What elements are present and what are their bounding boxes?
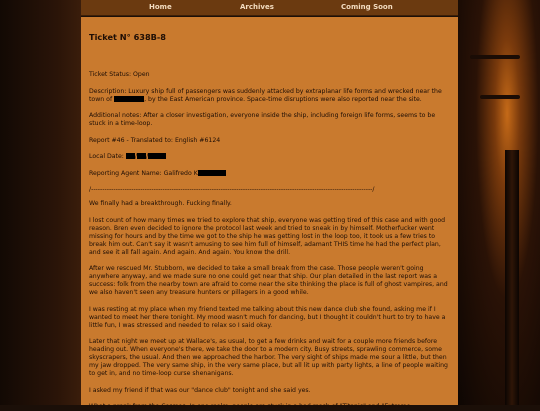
separator-line: /------------------------------------------------------------------------------------------------------------------------------/ xyxy=(89,186,375,193)
agent-label: Reporting Agent Name: Galifredo K xyxy=(89,169,198,177)
story-paragraph: We finally had a breakthrough. Fucking finally. xyxy=(89,200,232,207)
ticket-title: Ticket N° 638B-8 xyxy=(89,32,167,42)
additional-notes: Additional notes: After a closer investigation, everyone inside the ship, including foreign life forms, seems to be stuck in a time-loop. xyxy=(89,112,436,127)
story-paragraph: What a prank from the Cosmos. In one realm, people are stuck in a bad mash of "Titanic" and "Extreme xyxy=(89,403,411,410)
local-date: Local Date: / / xyxy=(89,153,450,161)
nav-coming-soon-link[interactable]: Coming Soon xyxy=(341,3,393,11)
ticket-status: Ticket Status: Open xyxy=(89,71,150,78)
story-paragraph: I was resting at my place when my friend texted me talking about this new dance club she found, asking me if I wanted to meet her there tonight. My mood wasn't much for dancing, but I thought it couldn't hurt to try to have a little fun, I was stressed and needed to relax so I said okay. xyxy=(89,305,446,329)
redacted-month xyxy=(137,153,146,159)
redacted-block xyxy=(114,96,144,102)
redacted-surname xyxy=(198,170,226,176)
local-date-label: Local Date: xyxy=(89,153,124,160)
wooden-beam xyxy=(505,150,519,405)
nav-archives-link[interactable]: Archives xyxy=(240,3,274,11)
reporting-agent xyxy=(89,170,450,178)
story-paragraph: After we rescued Mr. Stubborn, we decided to take a small break from the case. Those people weren't going anywhere anyway, and we made sure no one could get near that ship. Our plan detailed in the last report was a success: folk from the nearby town are afraid to come near the site thinking the place is full of ghost vampires, and we also haven't seen any treasure hunters or pillagers in a good while. xyxy=(89,265,448,296)
redacted-year xyxy=(148,153,166,159)
story-paragraph: I asked my friend if that was our "dance club" tonight and she said yes. xyxy=(89,386,311,394)
left-background xyxy=(0,0,81,405)
lamp-bracket-lower xyxy=(480,95,520,99)
nav-home-link[interactable]: Home xyxy=(149,3,172,11)
redacted-day xyxy=(126,153,135,159)
story-paragraph: I lost count of how many times we tried to explore that ship, everyone was getting tired of this case and with good reason. Bren even decided to ignore the protocol last week and tried to sneak in by himself. Motherfucker went missing for hours and by the time we got to the ship he was getting lost in the loop too, it took us a few tries to break him out. Can't say it wasn't amusing to see him full of himself, adamant THIS time he had the perfect plan, and see it all fall again. And again. And again. You know the drill. xyxy=(89,216,446,256)
ticket-description xyxy=(89,88,450,104)
lamp-bracket xyxy=(470,55,520,59)
report-line: Report #46 - Translated to: English #6124 xyxy=(89,136,221,144)
description-text-a: Description: Luxury ship full of passengers was suddenly attacked by extraplanar life forms and wrecked near the town of xyxy=(89,87,442,103)
description-text-b: , by the East American province. Space-time disruptions were also reported near the site. xyxy=(144,95,422,103)
right-background-lamp xyxy=(458,0,540,405)
content-panel xyxy=(81,17,458,410)
story-paragraph: Later that night we meet up at Wallace's, as usual, to get a few drinks and wait for a couple more friends before heading out. When everyone's there, we take the door to a modern city. Busy streets, sprawling commerce, some skyscrapers, the usual. And then we approached the harbor. The very sight of ships made me sour a little, but then my jaw dropped. The very same ship, in the very same place, but all lit up with party lights, a line of people waiting to get in, and no time-loop curse shenanigans. xyxy=(89,338,448,377)
top-navigation xyxy=(81,0,458,16)
